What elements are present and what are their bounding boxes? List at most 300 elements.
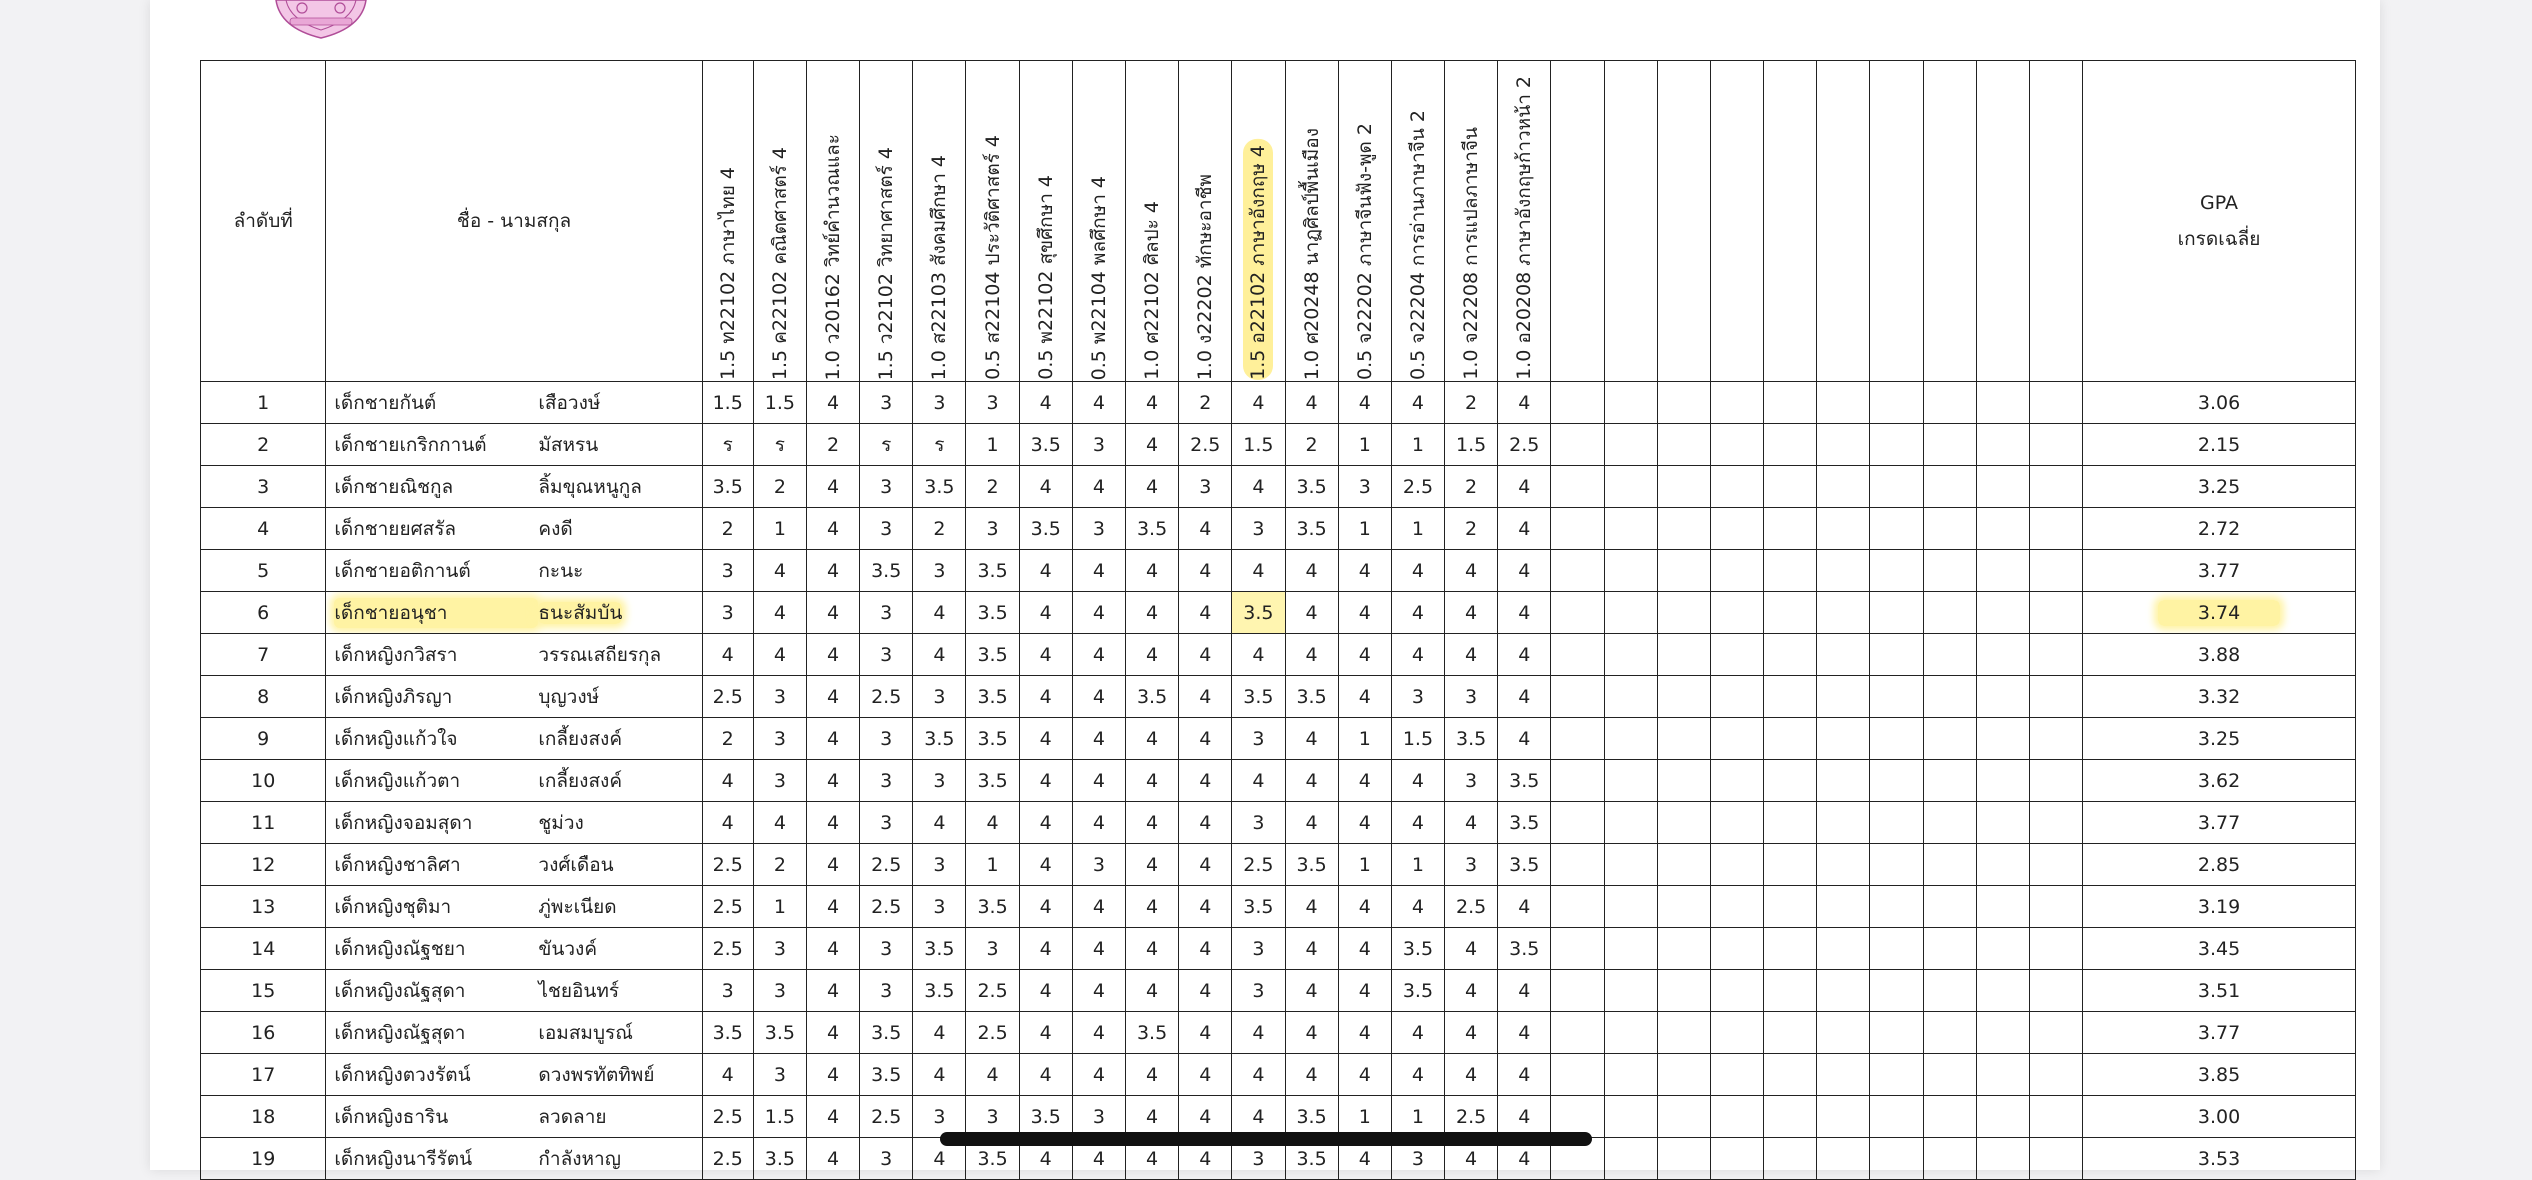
gpa-cell (2083, 928, 2356, 970)
first-name: เด็กชายณิชกูล (334, 475, 454, 498)
grade-cell: 4 (806, 1012, 859, 1054)
grade-cell: 3 (913, 886, 966, 928)
empty-cell (1657, 1012, 1710, 1054)
grade-cell: 4 (1125, 718, 1178, 760)
empty-cell (1710, 1138, 1763, 1180)
subject-header (966, 61, 1019, 382)
row-number: 15 (201, 970, 326, 1012)
empty-header (1870, 61, 1923, 382)
grade-cell: 4 (1179, 550, 1232, 592)
first-name: เด็กหญิงจอมสุดา (334, 811, 473, 834)
grade-cell: 1.5 (1391, 718, 1444, 760)
grade-cell: 4 (1285, 886, 1338, 928)
grade-cell: 3.5 (966, 634, 1019, 676)
row-number: 17 (201, 1054, 326, 1096)
empty-cell (1551, 382, 1604, 424)
subject-header (753, 61, 806, 382)
empty-cell (1923, 970, 1976, 1012)
grade-cell: 4 (1498, 634, 1551, 676)
empty-header (1551, 61, 1604, 382)
empty-cell (1604, 718, 1657, 760)
grade-cell: 4 (1498, 970, 1551, 1012)
grade-cell: 4 (1125, 424, 1178, 466)
empty-cell (2029, 676, 2082, 718)
table-row (201, 592, 2356, 634)
grade-cell: 4 (1072, 760, 1125, 802)
horizontal-scrollbar[interactable] (940, 1132, 1592, 1146)
empty-cell (1923, 424, 1976, 466)
empty-cell (1551, 634, 1604, 676)
gpa-cell (2083, 466, 2356, 508)
grade-cell: 3.5 (1498, 844, 1551, 886)
empty-header (1604, 61, 1657, 382)
subject-label: 0.5 พ22102 สุขศึกษา 4 (1034, 175, 1057, 380)
grade-cell: 3.5 (1391, 970, 1444, 1012)
last-name: คงดี (538, 517, 573, 540)
empty-cell (1976, 634, 2029, 676)
grade-cell: 3.5 (966, 886, 1019, 928)
subject-label: 1.0 ศ20248 นาฏศิลป์พื้นเมือง (1300, 127, 1323, 380)
grade-cell: 4 (1391, 802, 1444, 844)
grade-cell: 1 (1391, 508, 1444, 550)
last-name: กะนะ (538, 559, 584, 582)
student-name (326, 970, 702, 1012)
empty-cell (1657, 1138, 1710, 1180)
grade-cell: 1.5 (753, 1096, 806, 1138)
row-number: 7 (201, 634, 326, 676)
empty-cell (1657, 424, 1710, 466)
empty-cell (1870, 1096, 1923, 1138)
grade-cell: 3 (1232, 508, 1285, 550)
empty-cell (1764, 1138, 1817, 1180)
grade-cell: 3 (1072, 844, 1125, 886)
empty-cell (1817, 1096, 1870, 1138)
empty-cell (1870, 718, 1923, 760)
row-number: 2 (201, 424, 326, 466)
student-name (326, 424, 702, 466)
grade-cell: 4 (1019, 1054, 1072, 1096)
grade-cell: 3 (1072, 424, 1125, 466)
empty-cell (1551, 802, 1604, 844)
grade-cell: 2.5 (966, 970, 1019, 1012)
subject-label: 0.5 จ22202 ภาษาจีนฟัง-พูด 2 (1353, 123, 1376, 380)
grade-cell: 2.5 (860, 886, 913, 928)
grade-cell: 3 (702, 592, 753, 634)
grade-cell: 4 (1072, 1138, 1125, 1180)
grade-cell: 4 (702, 760, 753, 802)
grade-cell: 3 (913, 550, 966, 592)
empty-cell (1764, 382, 1817, 424)
empty-cell (1551, 508, 1604, 550)
empty-cell (1710, 466, 1763, 508)
grade-cell: 4 (966, 1054, 1019, 1096)
student-name (326, 718, 702, 760)
grade-cell: 1.5 (702, 382, 753, 424)
empty-cell (1817, 760, 1870, 802)
empty-cell (1764, 508, 1817, 550)
grade-cell: 3.5 (1019, 508, 1072, 550)
row-number: 10 (201, 760, 326, 802)
grade-cell: 4 (1338, 550, 1391, 592)
empty-cell (1710, 802, 1763, 844)
grade-cell: 3.5 (1125, 676, 1178, 718)
last-name: เอมสมบูรณ์ (538, 1021, 633, 1044)
gpa-value: 3.62 (2197, 769, 2241, 792)
empty-cell (1817, 1012, 1870, 1054)
empty-cell (1710, 1054, 1763, 1096)
row-number: 6 (201, 592, 326, 634)
empty-cell (1764, 1054, 1817, 1096)
grade-cell: 3.5 (860, 550, 913, 592)
first-name: เด็กหญิงภิรญา (334, 685, 453, 708)
first-name: เด็กชายอนุชา (334, 598, 538, 628)
grade-cell: 4 (806, 718, 859, 760)
grade-cell: 4 (806, 1054, 859, 1096)
empty-cell (1870, 424, 1923, 466)
empty-cell (1976, 424, 2029, 466)
grade-cell: 4 (1179, 970, 1232, 1012)
empty-cell (2029, 844, 2082, 886)
grade-cell: 1 (1338, 424, 1391, 466)
gpa-cell (2083, 1012, 2356, 1054)
grade-cell: 4 (1498, 1096, 1551, 1138)
empty-cell (1551, 718, 1604, 760)
grade-cell: 4 (1125, 970, 1178, 1012)
empty-header (1976, 61, 2029, 382)
empty-cell (1604, 1054, 1657, 1096)
empty-cell (1657, 550, 1710, 592)
grade-cell: 3.5 (913, 928, 966, 970)
grade-cell: 4 (806, 760, 859, 802)
empty-cell (1976, 592, 2029, 634)
empty-cell (1976, 676, 2029, 718)
empty-cell (1976, 466, 2029, 508)
empty-cell (1923, 550, 1976, 592)
grade-cell: 4 (1179, 718, 1232, 760)
last-name: กำลังหาญ (538, 1147, 621, 1170)
grade-cell: 4 (1498, 1138, 1551, 1180)
grades-table (200, 60, 2356, 1180)
grade-cell: 1 (1338, 718, 1391, 760)
empty-cell (2029, 718, 2082, 760)
empty-cell (1764, 802, 1817, 844)
grade-cell: 4 (1445, 928, 1498, 970)
grade-cell: 4 (1179, 592, 1232, 634)
table-row (201, 760, 2356, 802)
last-name: เกลี้ยงสงค์ (538, 769, 623, 792)
empty-cell (1604, 1138, 1657, 1180)
empty-cell (1923, 802, 1976, 844)
grade-cell: 3.5 (966, 550, 1019, 592)
grade-cell: 4 (1125, 1054, 1178, 1096)
empty-cell (2029, 1138, 2082, 1180)
empty-cell (2029, 802, 2082, 844)
grade-cell: 4 (1019, 550, 1072, 592)
row-number: 5 (201, 550, 326, 592)
first-name: เด็กชายอติกานต์ (334, 559, 471, 582)
grade-cell: 2.5 (702, 886, 753, 928)
last-name: ภู่พะเนียด (538, 895, 617, 918)
empty-cell (1764, 466, 1817, 508)
empty-cell (1923, 382, 1976, 424)
empty-cell (1923, 676, 1976, 718)
first-name: เด็กหญิงชุติมา (334, 895, 452, 918)
last-name: เกลี้ยงสงค์ (538, 727, 623, 750)
grade-cell: 4 (1125, 466, 1178, 508)
empty-cell (1710, 676, 1763, 718)
grade-cell: 4 (1019, 592, 1072, 634)
first-name: เด็กหญิงณัฐสุดา (334, 1021, 466, 1044)
grade-cell: 4 (806, 592, 859, 634)
grade-cell: 4 (1072, 676, 1125, 718)
grade-cell: 2.5 (1498, 424, 1551, 466)
grade-cell: 4 (1498, 592, 1551, 634)
grade-cell: 3 (966, 928, 1019, 970)
grade-cell: 4 (1338, 1012, 1391, 1054)
grade-cell: 4 (1072, 886, 1125, 928)
empty-cell (1764, 550, 1817, 592)
empty-cell (1657, 760, 1710, 802)
grade-cell: 3 (1232, 970, 1285, 1012)
grade-cell: 4 (1125, 592, 1178, 634)
grade-cell: 4 (1019, 718, 1072, 760)
grade-cell: 2 (806, 424, 859, 466)
grade-cell: 1 (1391, 424, 1444, 466)
last-name: ไชยอินทร์ (538, 979, 620, 1002)
grade-cell: 4 (1019, 634, 1072, 676)
empty-cell (1870, 382, 1923, 424)
empty-header (1710, 61, 1763, 382)
grade-cell: 4 (806, 676, 859, 718)
student-name (326, 676, 702, 718)
last-name: ลวดลาย (538, 1105, 607, 1128)
empty-cell (1657, 634, 1710, 676)
grade-cell: 3 (1072, 508, 1125, 550)
empty-cell (1710, 844, 1763, 886)
last-name: ขันวงค์ (538, 937, 598, 960)
grade-cell: 4 (1072, 1012, 1125, 1054)
empty-cell (1604, 970, 1657, 1012)
grade-cell: 3 (966, 1096, 1019, 1138)
empty-cell (1976, 1138, 2029, 1180)
student-name (326, 928, 702, 970)
empty-cell (1817, 466, 1870, 508)
empty-cell (1551, 424, 1604, 466)
grade-cell: 4 (1498, 676, 1551, 718)
empty-cell (1604, 760, 1657, 802)
empty-cell (2029, 424, 2082, 466)
empty-cell (1657, 466, 1710, 508)
grade-cell: 4 (1019, 928, 1072, 970)
empty-cell (1870, 802, 1923, 844)
grade-cell: 4 (1338, 928, 1391, 970)
empty-cell (1604, 592, 1657, 634)
empty-cell (1976, 844, 2029, 886)
grade-cell: 4 (1179, 1096, 1232, 1138)
grade-cell: 4 (913, 1138, 966, 1180)
grade-cell: 4 (1232, 382, 1285, 424)
empty-cell (1551, 1054, 1604, 1096)
gpa-value: 3.06 (2197, 391, 2241, 414)
empty-cell (1817, 886, 1870, 928)
grade-cell: 4 (806, 508, 859, 550)
grade-cell: 2 (1445, 382, 1498, 424)
grade-cell: 3.5 (1498, 760, 1551, 802)
grade-cell: 3 (913, 1096, 966, 1138)
row-number: 1 (201, 382, 326, 424)
empty-cell (1870, 886, 1923, 928)
grade-cell: 4 (1019, 844, 1072, 886)
grade-cell: 3.5 (1125, 1012, 1178, 1054)
grade-cell: 4 (913, 802, 966, 844)
grade-cell: 4 (806, 382, 859, 424)
grade-cell: 3 (1232, 928, 1285, 970)
grade-cell: 4 (1072, 466, 1125, 508)
empty-cell (1817, 844, 1870, 886)
grade-cell: 3 (913, 382, 966, 424)
grade-cell: 3 (1391, 1138, 1444, 1180)
grade-cell: 4 (1125, 550, 1178, 592)
gpa-value: 3.25 (2197, 727, 2241, 750)
grade-cell: 3 (1445, 676, 1498, 718)
grade-cell: ร (753, 424, 806, 466)
grade-cell: 4 (1179, 676, 1232, 718)
empty-cell (1817, 550, 1870, 592)
grade-cell: 3.5 (1498, 928, 1551, 970)
empty-cell (1657, 592, 1710, 634)
grade-cell: 2.5 (702, 844, 753, 886)
table-row (201, 634, 2356, 676)
grade-cell: 4 (1125, 1138, 1178, 1180)
grade-cell: 3 (1072, 1096, 1125, 1138)
empty-cell (1710, 718, 1763, 760)
grade-cell: 4 (1125, 634, 1178, 676)
first-name: เด็กหญิงณัฐสุดา (334, 979, 466, 1002)
empty-cell (1710, 970, 1763, 1012)
empty-cell (1657, 718, 1710, 760)
empty-cell (1976, 970, 2029, 1012)
grade-cell: 1.5 (753, 382, 806, 424)
grade-cell: 3 (1232, 718, 1285, 760)
subject-label: 1.0 อ20208 ภาษาอังกฤษก้าวหน้า 2 (1513, 76, 1536, 380)
empty-cell (1976, 382, 2029, 424)
subject-label: 1.5 ค22102 คณิตศาสตร์ 4 (768, 146, 791, 380)
grade-cell: 3.5 (966, 760, 1019, 802)
grade-cell: 4 (1391, 1012, 1444, 1054)
grade-cell: 3.5 (1285, 1096, 1338, 1138)
empty-cell (1657, 508, 1710, 550)
empty-cell (1657, 1096, 1710, 1138)
grade-cell: 3 (702, 550, 753, 592)
grade-cell: 3.5 (1285, 844, 1338, 886)
grade-cell: 4 (1498, 886, 1551, 928)
grade-cell: 4 (1391, 592, 1444, 634)
grade-cell: 3 (860, 592, 913, 634)
gpa-value: 3.77 (2197, 1021, 2241, 1044)
gpa-cell (2083, 886, 2356, 928)
grade-cell: 4 (1338, 970, 1391, 1012)
gpa-value: 3.45 (2197, 937, 2241, 960)
gpa-cell (2083, 760, 2356, 802)
grade-cell: 4 (1232, 1096, 1285, 1138)
table-row (201, 382, 2356, 424)
grade-cell: 2.5 (702, 928, 753, 970)
subject-header (1338, 61, 1391, 382)
grade-cell: 4 (1498, 466, 1551, 508)
student-name (326, 1054, 702, 1096)
grade-cell: 4 (1391, 886, 1444, 928)
grade-cell: 3.5 (1285, 1138, 1338, 1180)
grade-cell: 4 (1125, 1096, 1178, 1138)
empty-cell (1870, 634, 1923, 676)
row-number: 12 (201, 844, 326, 886)
empty-cell (1551, 1012, 1604, 1054)
grade-cell: 3.5 (1445, 718, 1498, 760)
empty-cell (2029, 886, 2082, 928)
grade-cell: 2 (913, 508, 966, 550)
empty-cell (2029, 382, 2082, 424)
empty-cell (1764, 676, 1817, 718)
grade-cell: 3 (860, 760, 913, 802)
gpa-value: 3.77 (2197, 559, 2241, 582)
grade-cell: 2 (1179, 382, 1232, 424)
empty-cell (1604, 1096, 1657, 1138)
grade-cell: 4 (1125, 802, 1178, 844)
grade-cell: 3 (1391, 676, 1444, 718)
grade-cell: 4 (1125, 928, 1178, 970)
empty-cell (1817, 928, 1870, 970)
grade-cell: 2.5 (1445, 1096, 1498, 1138)
gpa-cell (2083, 550, 2356, 592)
student-name (326, 466, 702, 508)
grade-cell: 4 (806, 466, 859, 508)
grade-cell: 4 (1232, 550, 1285, 592)
empty-cell (1604, 424, 1657, 466)
grade-cell: 2.5 (1179, 424, 1232, 466)
grade-cell: 4 (1072, 592, 1125, 634)
empty-cell (1923, 1096, 1976, 1138)
subject-header (1179, 61, 1232, 382)
grade-cell: 3 (860, 634, 913, 676)
grade-cell: 3 (753, 970, 806, 1012)
grade-cell: 4 (1019, 1138, 1072, 1180)
empty-cell (1870, 760, 1923, 802)
empty-cell (1817, 424, 1870, 466)
grade-cell: 4 (1125, 844, 1178, 886)
grade-cell: 3.5 (1019, 1096, 1072, 1138)
gpa-label-thai: เกรดเฉลี่ย (2177, 228, 2261, 250)
gpa-value: 3.32 (2197, 685, 2241, 708)
row-number: 11 (201, 802, 326, 844)
empty-cell (1551, 970, 1604, 1012)
grade-cell: 3.5 (966, 1138, 1019, 1180)
empty-cell (1923, 1138, 1976, 1180)
grade-cell: 4 (1338, 886, 1391, 928)
grade-cell: 4 (1179, 844, 1232, 886)
empty-cell (1710, 424, 1763, 466)
subject-label: 1.5 อ22102 ภาษาอังกฤษ 4 (1243, 139, 1273, 380)
first-name: เด็กหญิงนารีรัตน์ (334, 1147, 473, 1170)
grade-cell: 4 (1338, 1054, 1391, 1096)
grade-cell: 3 (1179, 466, 1232, 508)
grade-cell: 3 (753, 760, 806, 802)
gpa-value: 3.77 (2197, 811, 2241, 834)
grade-cell: 2.5 (860, 1096, 913, 1138)
table-row (201, 676, 2356, 718)
grade-cell: 4 (1445, 970, 1498, 1012)
row-number: 4 (201, 508, 326, 550)
empty-cell (1604, 466, 1657, 508)
